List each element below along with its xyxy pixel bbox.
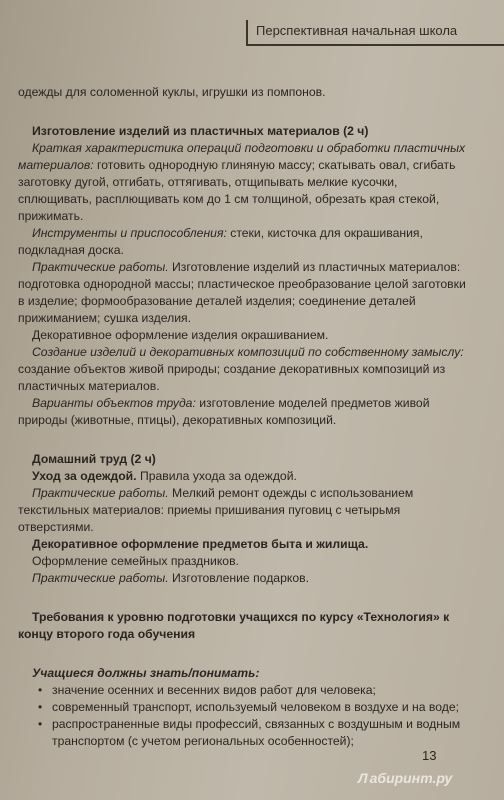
paragraph-label: Инструменты и приспособления: bbox=[32, 226, 227, 240]
subsection-heading: Декоративное оформление предметов быта и жилища. bbox=[32, 537, 369, 551]
paragraph-label: Практические работы. bbox=[32, 486, 169, 500]
paragraph-label: Создание изделий и декоративных композиций по собственному замыслу: bbox=[32, 345, 464, 359]
labirint-logo-icon: Л bbox=[358, 770, 368, 786]
paragraph bbox=[18, 395, 466, 429]
list-item: • распространенные виды профессий, связанных с воздушным и водным транспортом (с учетом региональных особенностей); bbox=[18, 716, 466, 750]
paragraph-text: стеки, кисточка для окрашивания, подкладная доска. bbox=[18, 226, 423, 257]
page-number: 13 bbox=[422, 748, 437, 763]
paragraph bbox=[18, 344, 466, 395]
paragraph-text: Изготовление изделий из пластичных материалов: подготовка однородной массы; пластическое преобразование целой заготовки в изделие; формообразование деталей изделия; соединение деталей прижиманием; сушка изделия. bbox=[18, 260, 466, 325]
list-item: • значение осенних и весенних видов работ для человека; bbox=[18, 682, 466, 699]
text-line: одежды для соломенной куклы, игрушки из помпонов. bbox=[18, 85, 326, 99]
paragraph-label: Варианты объектов труда: bbox=[32, 396, 196, 410]
paragraph-text: изготовление моделей предметов живой природы (животные, птицы), декоративных композиций. bbox=[18, 396, 430, 427]
paragraph-text: готовить однородную глиняную массу; скатывать овал, сгибать заготовку дугой, отгибать, оттягивать, отщипывать мелкие кусочки, сплющивать, расплющивать ком до 1 см толщиной, обрезать края стекой, прижимать. bbox=[18, 158, 456, 223]
paragraph bbox=[18, 485, 466, 536]
paragraph-text: Правила ухода за одеждой. bbox=[136, 469, 297, 483]
watermark bbox=[358, 770, 452, 786]
paragraph-label: Практические работы. bbox=[32, 571, 169, 585]
paragraph-text: Мелкий ремонт одежды с использованием текстильных материалов: приемы пришивания пуговиц с четырьмя отверстиями. bbox=[18, 486, 414, 534]
section-heading: Изготовление изделий из пластичных материалов (2 ч) bbox=[32, 124, 369, 138]
paragraph: Декоративное оформление изделия окрашиванием. bbox=[32, 328, 329, 342]
page-content bbox=[18, 84, 466, 750]
paragraph bbox=[18, 468, 466, 485]
paragraph-label: Практические работы. bbox=[32, 260, 169, 274]
paragraph bbox=[18, 140, 466, 225]
requirements-list bbox=[18, 682, 466, 750]
paragraph-label: Краткая характеристика операций подготовки и обработки пластичных материалов: bbox=[18, 141, 466, 172]
paragraph-text: создание объектов живой природы; создание декоративных композиций из пластичных материалов. bbox=[18, 362, 446, 393]
paragraph: Оформление семейных праздников. bbox=[32, 554, 239, 568]
list-heading: Учащиеся должны знать/понимать: bbox=[32, 666, 260, 680]
paragraph bbox=[18, 259, 466, 327]
paragraph bbox=[18, 570, 466, 587]
paragraph bbox=[18, 225, 466, 259]
watermark-text: абиринт.ру bbox=[369, 770, 453, 786]
paragraph-label: Уход за одеждой. bbox=[32, 469, 137, 483]
list-item: • современный транспорт, используемый человеком в воздухе и на воде; bbox=[18, 699, 466, 716]
section-heading: Требования к уровню подготовки учащихся по курсу «Технология» к концу второго года обучения bbox=[18, 610, 450, 641]
section-heading: Домашний труд (2 ч) bbox=[32, 452, 156, 466]
paragraph-text: Изготовление подарков. bbox=[168, 571, 309, 585]
running-header: Перспективная начальная школа bbox=[246, 20, 504, 46]
